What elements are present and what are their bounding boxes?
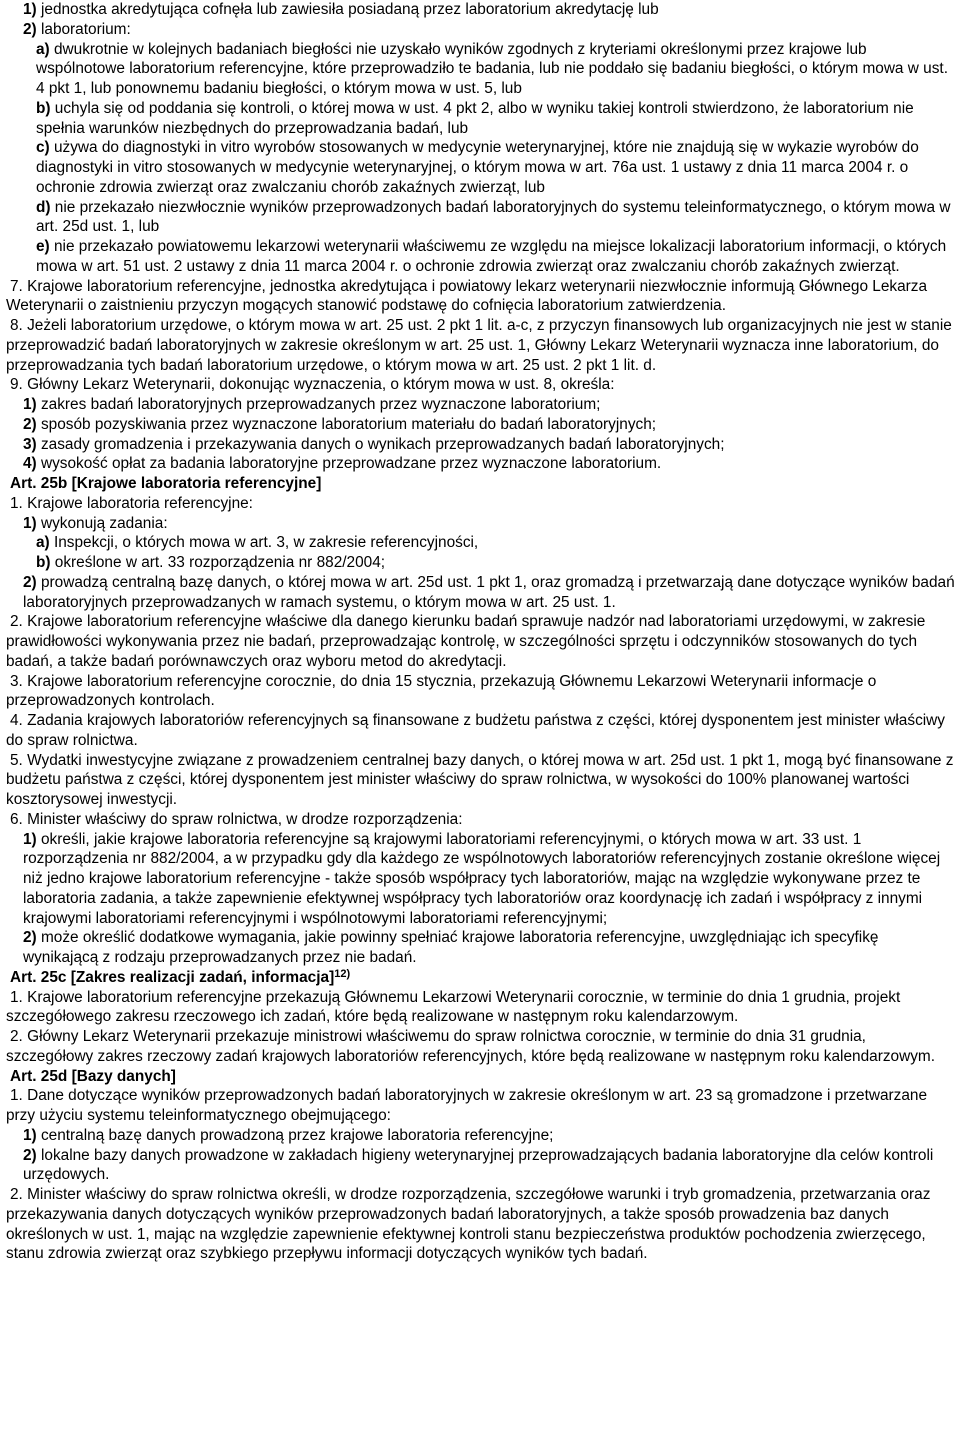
paragraph-text: 6. Minister właściwy do spraw rolnictwa, w drodze rozporządzenia: [10,810,463,828]
item-marker: 1) [23,1,37,18]
paragraph-text: może określić dodatkowe wymagania, jakie powinny spełniać krajowe laboratoria referencyjne, uwzględniając ich specyfikę wynikającą z rodzaju przeprowadzanych przez nie badań. [23,929,879,966]
item-marker: b) [36,554,51,571]
item-marker: 1) [23,1126,37,1144]
article-heading [6,474,956,494]
footnote-ref: 12) [334,967,351,980]
paragraph [6,810,956,830]
paragraph-text: jednostka akredytująca cofnęła lub zawiesiła posiadaną przez laboratorium akredytację lub [36,1,659,18]
item-marker: 2) [23,20,37,38]
paragraph [6,988,956,1028]
paragraph [6,1126,956,1146]
paragraph [6,20,956,40]
document-page [6,0,956,1264]
paragraph-text: 1. Dane dotyczące wyników przeprowadzonych badań laboratoryjnych w zakresie określonym w art. 23 są gromadzone i przetwarzane przy użyciu systemu teleinformatycznego obejmującego: [6,1087,928,1124]
paragraph [6,612,956,671]
item-marker: 1) [23,830,37,848]
item-marker: 2) [23,1146,37,1164]
paragraph [6,672,956,712]
paragraph-text: prowadzą centralną bazę danych, o której mowa w art. 25d ust. 1 pkt 1, oraz gromadzą i przetwarzają dane dotyczące wyników badań laboratoryjnych przeprowadzanych w ramach systemu, o którym mowa w art. 25 ust. 1. [23,573,955,611]
paragraph [6,237,956,277]
paragraph [6,316,956,375]
paragraph-text: 2. Główny Lekarz Weterynarii przekazuje ministrowi właściwemu do spraw rolnictwa corocznie, w terminie do dnia 31 grudnia, szczegółowy zakres rzeczowy zadań krajowych laboratoriów referencyjnych, które będą realizowane w następnym roku kalendarzowym. [6,1028,935,1065]
paragraph-text: 9. Główny Lekarz Weterynarii, dokonując wyznaczenia, o którym mowa w ust. 8, określa: [10,376,615,394]
paragraph [6,1027,956,1067]
paragraph [6,40,956,99]
item-marker: 3) [23,435,37,453]
item-marker: 2) [23,415,37,433]
paragraph-text: zasady gromadzenia i przekazywania danych o wynikach przeprowadzanych badań laboratoryjnych; [36,435,725,453]
paragraph [6,138,956,197]
paragraph-text: 1. Krajowe laboratorium referencyjne przekazują Głównemu Lekarzowi Weterynarii corocznie, w terminie do dnia 1 grudnia, projekt szczegółowego zakresu rzeczowego ich zadań, które będą realizowane w następnym roku kalendarzowym. [6,988,901,1026]
paragraph-text: 8. Jeżeli laboratorium urzędowe, o którym mowa w art. 25 ust. 2 pkt 1 lit. a-c, z przyczyn finansowych lub organizacyjnych nie jest w stanie przeprowadzić badań laboratoryjnych w zakresie określonym w art. 25 ust. 1, Główny Lekarz Weterynarii wyznacza inne laboratorium, do przeprowadzania tych badań laboratorium urzędowe, o którym mowa w art. 25 ust. 2 pkt 1 lit. d. [6,317,952,374]
paragraph-text: dwukrotnie w kolejnych badaniach biegłości nie uzyskało wyników zgodnych z kryteriami określonymi przez krajowe lub wspólnotowe laboratorium referencyjne, które przeprowadziło te badania, lub nie poddało się badaniu biegłości, o którym mowa w ust. 4 pkt 1, lub ponownemu badaniu biegłości, o którym mowa w ust. 5, lub [36,40,948,97]
item-marker: 1) [23,514,37,532]
paragraph [6,0,956,20]
paragraph-text: wykonują zadania: [36,514,168,532]
paragraph-text: nie przekazało niezwłocznie wyników przeprowadzonych badań laboratoryjnych do systemu teleinformatycznego, o którym mowa w art. 25d ust. 1, lub [36,198,951,236]
paragraph-text: używa do diagnostyki in vitro wyrobów stosowanych w medycynie weterynaryjnej, które nie znajdują się w wykazie wyrobów do diagnostyki in vitro stosowanych w medycynie weterynaryjnej, o którym mowa w art. 76a ust. 1 ustawy z dnia 11 marca 2004 r. o ochronie zdrowia zwierząt oraz zwalczaniu chorób zakaźnych zwierząt, lub [36,139,919,196]
paragraph [6,494,956,514]
paragraph [6,1086,956,1126]
item-marker: a) [36,534,50,552]
paragraph-text: Art. 25b [Krajowe laboratoria referencyjne] [10,475,322,492]
paragraph [6,514,956,534]
paragraph [6,415,956,435]
paragraph-text: centralną bazę danych prowadzoną przez krajowe laboratoria referencyjne; [36,1126,554,1144]
paragraph [6,198,956,238]
paragraph-text: lokalne bazy danych prowadzone w zakładach higieny weterynaryjnej przeprowadzających badania laboratoryjne dla celów kontroli urzędowych. [23,1146,934,1184]
paragraph [6,375,956,395]
item-marker: e) [36,238,50,255]
item-marker: c) [36,139,50,157]
paragraph [6,99,956,139]
paragraph-text: zakres badań laboratoryjnych przeprowadzanych przez wyznaczone laboratorium; [36,396,601,413]
item-marker: 1) [23,396,37,413]
paragraph [6,1185,956,1264]
paragraph-text: Art. 25d [Bazy danych] [10,1067,176,1085]
paragraph [6,751,956,810]
item-marker: b) [36,99,51,117]
paragraph [6,454,956,474]
item-marker: d) [36,198,51,216]
paragraph [6,711,956,751]
article-heading [6,1067,956,1087]
paragraph-text: określone w art. 33 rozporządzenia nr 882/2004; [50,554,386,571]
paragraph [6,435,956,455]
paragraph-text: 5. Wydatki inwestycyjne związane z prowadzeniem centralnej bazy danych, o której mowa w art. 25d ust. 1 pkt 1, mogą być finansowane z budżetu państwa z części, której dysponentem jest minister właściwy do spraw rolnictwa, w wysokości do 100% planowanej wartości kosztorysowej inwestycji. [6,751,954,808]
paragraph-text: 2. Krajowe laboratorium referencyjne właściwe dla danego kierunku badań sprawuje nadzór nad laboratoriami urzędowymi, w zakresie prawidłowości wykonywania przez nie badań, przeprowadzając kontrolę, w szczególności sprzętu i odczynników stosowanych do tych badań, a także badań porównawczych oraz wyboru metod do akredytacji. [6,613,926,670]
paragraph-text: Inspekcji, o których mowa w art. 3, w zakresie referencyjności, [49,534,479,552]
paragraph-text: uchyla się od poddania się kontroli, o której mowa w ust. 4 pkt 2, albo w wyniku takiej kontroli stwierdzono, że laboratorium nie spełnia warunków niezbędnych do przeprowadzania badań, lub [36,99,914,137]
paragraph [6,533,956,553]
paragraph [6,573,956,613]
paragraph [6,395,956,415]
paragraph [6,553,956,573]
paragraph-text: 4. Zadania krajowych laboratoriów referencyjnych są finansowane z budżetu państwa z części, której dysponentem jest minister właściwy do spraw rolnictwa. [6,712,945,749]
paragraph-text: określi, jakie krajowe laboratoria referencyjne są krajowymi laboratoriami referencyjnymi, o których mowa w art. 33 ust. 1 rozporządzenia nr 882/2004, a w przypadku gdy dla każdego ze wspólnotowych laboratoriów referencyjnych zostanie określone więcej niż jedno krajowe laboratorium referencyjne - także sposób współpracy tych laboratoriów, mając na względzie wykonywane przez te laboratoria zadania, a także zapewnienie efektywnej współpracy tych laboratoriów oraz koordynację ich zadań i współpracy z innymi krajowymi laboratoriami referencyjnymi i wspólnotowymi laboratoriami referencyjnymi; [23,830,941,927]
paragraph-text: laboratorium: [36,20,131,38]
item-marker: 4) [23,455,37,473]
paragraph-text: 1. Krajowe laboratoria referencyjne: [10,494,253,512]
item-marker: 2) [23,573,37,591]
paragraph-text: 3. Krajowe laboratorium referencyjne corocznie, do dnia 15 stycznia, przekazują Głównemu Lekarzowi Weterynarii informacje o przeprowadzonych kontrolach. [6,672,877,710]
item-marker: 2) [23,929,37,947]
item-marker: a) [36,40,50,58]
paragraph [6,928,956,968]
paragraph-text: 2. Minister właściwy do spraw rolnictwa określi, w drodze rozporządzenia, szczegółowe warunki i tryb gromadzenia, przetwarzania oraz przekazywania danych dotyczących wyników przeprowadzonych badań laboratoryjnych, a także sposób prowadzenia baz danych określonych w ust. 1, mając na względzie zapewnienie efektywnej kontroli stanu bezpieczeństwa produktów pochodzenia zwierzęcego, stanu zdrowia zwierząt oraz szybkiego przepływu informacji dotyczących wyników tych badań. [6,1186,931,1263]
paragraph-text: Art. 25c [Zakres realizacji zadań, informacja] [10,968,335,986]
paragraph-text: nie przekazało powiatowemu lekarzowi weterynarii właściwemu ze względu na miejsce lokalizacji laboratorium informacji, o których mowa w art. 51 ust. 2 ustawy z dnia 11 marca 2004 r. o ochronie zdrowia zwierząt oraz zwalczaniu chorób zakaźnych zwierząt. [36,238,947,275]
paragraph-text: 7. Krajowe laboratorium referencyjne, jednostka akredytująca i powiatowy lekarz weterynarii niezwłocznie informują Głównego Lekarza Weterynarii o zaistnieniu przyczyn mogących stanowić podstawę do cofnięcia laboratorium zatwierdzenia. [6,277,928,315]
article-heading [6,968,956,988]
paragraph-text: wysokość opłat za badania laboratoryjne przeprowadzane przez wyznaczone laboratorium. [36,455,662,473]
paragraph-text: sposób pozyskiwania przez wyznaczone laboratorium materiału do badań laboratoryjnych; [36,415,657,433]
paragraph [6,1146,956,1186]
paragraph [6,830,956,929]
paragraph [6,277,956,317]
